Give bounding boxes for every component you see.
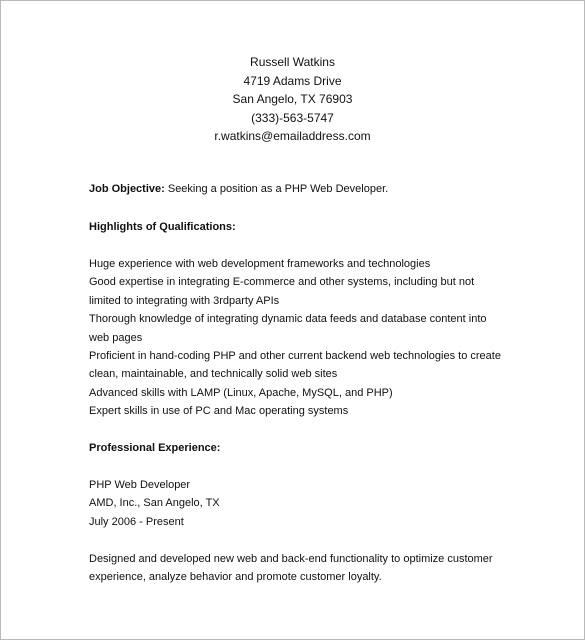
job-entry: [89, 476, 509, 531]
objective-label: Job Objective:: [89, 183, 165, 195]
contact-street: 4719 Adams Drive: [243, 73, 342, 88]
contact-name: Russell Watkins: [250, 55, 335, 69]
job-description: [89, 550, 509, 587]
highlight-line: Proficient in hand-coding PHP and other current backend web technologies to create: [89, 350, 501, 363]
contact-email: r.watkins@emailaddress.com: [214, 129, 371, 144]
description-line: Designed and developed new web and back-end functionality to optimize customer: [89, 553, 493, 565]
job-dates: July 2006 - Present: [89, 515, 184, 528]
job-objective: [89, 180, 509, 198]
highlight-line: web pages: [89, 331, 143, 344]
highlight-line: Good expertise in integrating E-commerce and other systems, including but not: [89, 276, 475, 289]
job-company: AMD, Inc., San Angelo, TX: [89, 497, 220, 510]
description-line: experience, analyze behavior and promote customer loyalty.: [89, 571, 382, 584]
highlight-line: Expert skills in use of PC and Mac operating systems: [89, 405, 349, 418]
highlight-line: Huge experience with web development frameworks and technologies: [89, 258, 431, 270]
contact-block: [1, 53, 584, 146]
contact-phone: (333)-563-5747: [251, 110, 334, 125]
highlights-heading: Highlights of Qualifications:: [89, 221, 236, 233]
experience-heading: Professional Experience:: [89, 442, 221, 454]
highlights-list: [89, 255, 509, 421]
contact-city: San Angelo, TX 76903: [232, 92, 353, 107]
job-title: PHP Web Developer: [89, 479, 191, 491]
highlight-line: limited to integrating with 3rdparty APIs: [89, 294, 280, 307]
highlight-line: clean, maintainable, and technically solid web sites: [89, 368, 338, 381]
highlight-line: Advanced skills with LAMP (Linux, Apache, MySQL, and PHP): [89, 386, 393, 399]
highlight-line: Thorough knowledge of integrating dynamic data feeds and database content into: [89, 313, 487, 326]
objective-text: Seeking a position as a PHP Web Developer.: [164, 183, 389, 195]
